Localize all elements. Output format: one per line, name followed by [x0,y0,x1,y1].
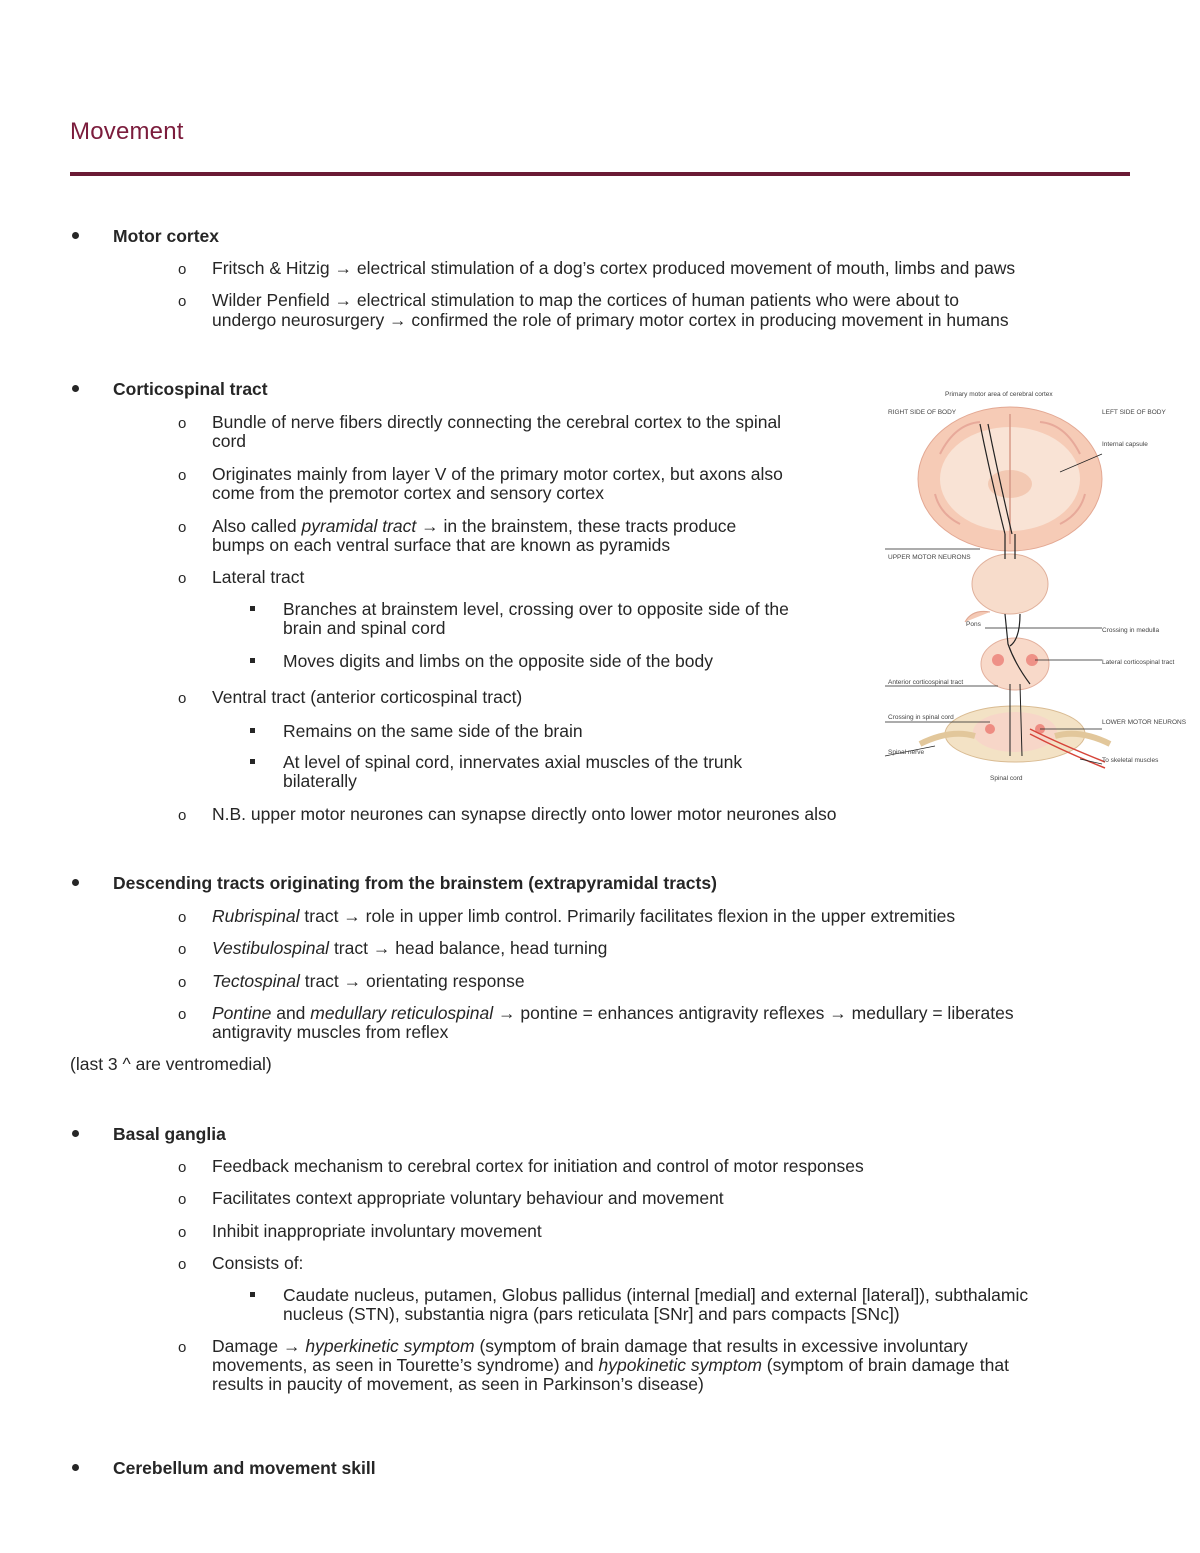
bullet-circle: o [178,690,187,707]
bullet-circle: o [178,1339,187,1356]
list-item [212,906,955,926]
figure-label: Anterior corticospinal tract [888,679,964,686]
figure-label: UPPER MOTOR NEURONS [888,554,971,561]
bullet-square [250,728,255,733]
bullet-circle: o [178,467,187,484]
emphasis: Pontine [212,1003,272,1023]
section-heading-motor-cortex: Motor cortex [113,226,219,246]
emphasis: medullary reticulospinal [310,1003,494,1023]
bullet-dot [72,1464,79,1471]
sub-list-item: Moves digits and limbs on the opposite side of the body [283,651,713,671]
text-run: → in the brainstem, these tracts produce [416,516,737,536]
figure-label: Crossing in spinal cord [888,714,954,721]
sub-list-item-continuation: nucleus (STN), substantia nigra (pars reticulata [SNr] and pars compacts [SNc]) [283,1304,900,1324]
list-item: Lateral tract [212,567,305,587]
bullet-square [250,759,255,764]
bullet-circle: o [178,415,187,432]
list-item-continuation: results in paucity of movement, as seen in Parkinson’s disease) [212,1374,704,1394]
emphasis: hyperkinetic symptom [305,1336,475,1356]
bullet-circle: o [178,1256,187,1273]
list-item: N.B. upper motor neurones can synapse directly onto lower motor neurones also [212,804,837,824]
bullet-circle: o [178,1224,187,1241]
sub-list-item: Remains on the same side of the brain [283,721,583,741]
list-item [212,1003,1014,1023]
sub-list-item-continuation: bilaterally [283,771,357,791]
list-item-continuation: cord [212,431,247,451]
bullet-circle: o [178,807,187,824]
text-run: tract → head balance, head turning [329,938,608,958]
figure-label: Crossing in medulla [1102,627,1160,634]
bullet-circle: o [178,1006,187,1023]
list-item: Wilder Penfield → electrical stimulation to map the cortices of human patients who were about to [212,290,960,310]
bullet-circle: o [178,261,187,278]
bullet-circle: o [178,909,187,926]
list-item: Inhibit inappropriate involuntary movement [212,1221,542,1241]
note-text: (last 3 ^ are ventromedial) [70,1054,272,1074]
list-item: Feedback mechanism to cerebral cortex for initiation and control of motor responses [212,1156,864,1176]
section-heading-corticospinal: Corticospinal tract [113,379,268,399]
emphasis: Tectospinal [212,971,300,991]
list-item-continuation: antigravity muscles from reflex [212,1022,449,1042]
figure-label: Internal capsule [1102,441,1148,448]
text-run: (symptom of brain damage that [761,1355,1009,1375]
bullet-square [250,606,255,611]
list-item-continuation: undergo neurosurgery → confirmed the role of primary motor cortex in producing movement in humans [212,310,1009,330]
list-item-continuation: bumps on each ventral surface that are known as pyramids [212,535,671,555]
list-item: Originates mainly from layer V of the primary motor cortex, but axons also [212,464,783,484]
section-heading-descending-tracts: Descending tracts originating from the brainstem (extrapyramidal tracts) [113,873,717,893]
figure-label: Spinal nerve [888,749,925,756]
emphasis: pyramidal tract [301,516,417,536]
list-item [212,971,525,991]
figure-label: Spinal cord [990,775,1023,782]
text-run: Also called [212,516,302,536]
emphasis: Vestibulospinal [212,938,330,958]
figure-label: Primary motor area of cerebral cortex [945,391,1053,398]
text-run: and [271,1003,311,1023]
bullet-circle: o [178,570,187,587]
list-item [212,516,736,536]
list-item: Bundle of nerve fibers directly connecting the cerebral cortex to the spinal [212,412,782,432]
sub-list-item: Caudate nucleus, putamen, Globus pallidus (internal [medial] and external [lateral]), subthalamic [283,1285,1029,1305]
list-item: Ventral tract (anterior corticospinal tract) [212,687,523,707]
bullet-circle: o [178,974,187,991]
list-item: Fritsch & Hitzig → electrical stimulation of a dog’s cortex produced movement of mouth, limbs and paws [212,258,1016,278]
bullet-dot [72,879,79,886]
emphasis: Rubrispinal [212,906,300,926]
bullet-circle: o [178,1191,187,1208]
text-run: → pontine = enhances antigravity reflexes → medullary = liberates [493,1003,1014,1023]
list-item: Facilitates context appropriate voluntary behaviour and movement [212,1188,724,1208]
list-item: Consists of: [212,1253,304,1273]
page-title: Movement [70,118,184,145]
bullet-dot [72,385,79,392]
bullet-square [250,1292,255,1297]
text-run: tract → orientating response [299,971,525,991]
list-item-continuation [212,1355,1009,1375]
sub-list-item: Branches at brainstem level, crossing over to opposite side of the [283,599,789,619]
figure-label: Lateral corticospinal tract [1102,659,1175,666]
figure-label: To skeletal muscles [1102,757,1159,764]
section-heading-cerebellum: Cerebellum and movement skill [113,1458,376,1478]
bullet-circle: o [178,1159,187,1176]
figure-label: LOWER MOTOR NEURONS [1102,719,1187,726]
bullet-circle: o [178,941,187,958]
bullet-square [250,658,255,663]
list-item [212,938,607,958]
bullet-circle: o [178,519,187,536]
text-run: tract → role in upper limb control. Primarily facilitates flexion in the upper extremities [299,906,956,926]
text-run: (symptom of brain damage that results in excessive involuntary [474,1336,968,1356]
figure-label: Pons [966,621,981,628]
title-rule [70,172,1130,176]
text-run: Damage → [212,1336,306,1356]
figure-label: RIGHT SIDE OF BODY [888,409,957,416]
emphasis: hypokinetic symptom [598,1355,762,1375]
text-run: movements, as seen in Tourette’s syndrome) and [212,1355,599,1375]
bullet-dot [72,1130,79,1137]
figure-label: LEFT SIDE OF BODY [1102,409,1166,416]
section-heading-basal-ganglia: Basal ganglia [113,1124,226,1144]
corticospinal-pathway-figure [880,384,1187,786]
sub-list-item-continuation: brain and spinal cord [283,618,446,638]
bullet-circle: o [178,293,187,310]
bullet-dot [72,232,79,239]
list-item-continuation: come from the premotor cortex and sensory cortex [212,483,604,503]
sub-list-item: At level of spinal cord, innervates axial muscles of the trunk [283,752,743,772]
list-item [212,1336,968,1356]
